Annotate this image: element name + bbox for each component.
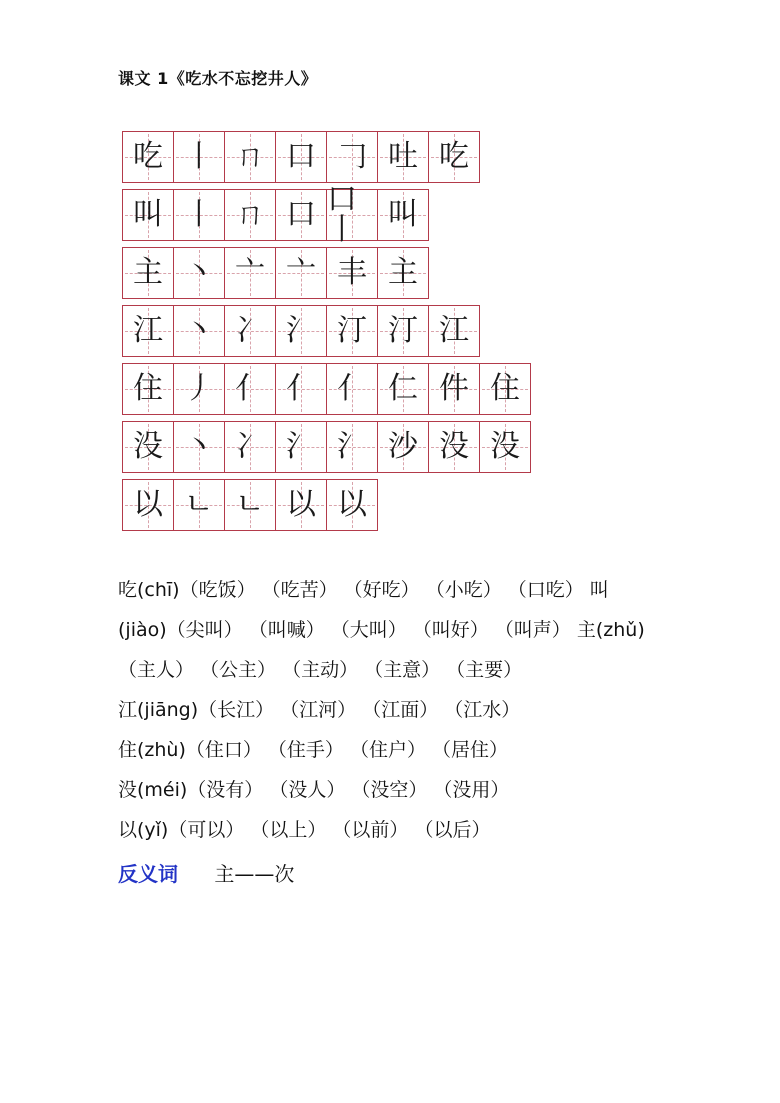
stroke-glyph: ㄇ	[235, 197, 265, 232]
stroke-glyph: ㄴ	[184, 487, 214, 522]
stroke-row	[122, 421, 531, 473]
stroke-glyph: 汀	[388, 313, 418, 348]
stroke-row	[122, 305, 531, 357]
character-cell	[122, 131, 174, 183]
stroke-step-cell	[378, 305, 429, 357]
stroke-glyph: 亠	[235, 255, 265, 290]
stroke-glyph: 丨	[184, 197, 214, 232]
stroke-step-cell	[225, 479, 276, 531]
stroke-step-cell	[276, 363, 327, 415]
lesson-title: 课文 1《吃水不忘挖井人》	[118, 69, 318, 88]
stroke-step-cell	[327, 421, 378, 473]
stroke-glyph: 亻	[235, 371, 265, 406]
stroke-step-cell	[276, 247, 327, 299]
stroke-glyph: 以	[337, 487, 367, 522]
stroke-step-cell	[174, 363, 225, 415]
stroke-row	[122, 363, 531, 415]
stroke-step-cell	[225, 305, 276, 357]
stroke-step-cell	[225, 189, 276, 241]
stroke-glyph: 丶	[184, 255, 214, 290]
stroke-step-cell	[174, 189, 225, 241]
stroke-glyph: 氵	[286, 429, 316, 464]
stroke-step-cell	[378, 131, 429, 183]
stroke-glyph: 没	[490, 429, 520, 464]
stroke-step-cell	[480, 421, 531, 473]
stroke-step-cell	[276, 131, 327, 183]
stroke-row	[122, 182, 531, 247]
character-cell	[122, 247, 174, 299]
stroke-step-cell	[429, 131, 480, 183]
antonym-label: 反义词	[118, 862, 178, 886]
stroke-step-cell	[276, 305, 327, 357]
character-cell	[122, 479, 174, 531]
stroke-glyph: 冫	[235, 313, 265, 348]
antonym-section	[118, 858, 294, 887]
stroke-step-cell	[225, 421, 276, 473]
stroke-step-cell	[174, 305, 225, 357]
stroke-glyph: 住	[490, 371, 520, 406]
stroke-glyph: 江	[439, 313, 469, 348]
stroke-step-cell	[327, 182, 378, 247]
stroke-glyph: 吃	[439, 139, 469, 174]
stroke-step-cell	[225, 363, 276, 415]
stroke-step-cell	[174, 479, 225, 531]
stroke-glyph: 氵	[337, 429, 367, 464]
antonym-pair: 主——次	[214, 862, 295, 886]
stroke-step-cell	[225, 131, 276, 183]
stroke-step-cell	[174, 131, 225, 183]
word-line: 江(jiāng)（长江） （江河） （江面） （江水）	[118, 699, 521, 721]
stroke-glyph: 仁	[388, 371, 418, 406]
stroke-glyph: 亻	[337, 371, 367, 406]
stroke-glyph: 丨	[184, 139, 214, 174]
stroke-row	[122, 479, 531, 531]
stroke-step-cell	[378, 189, 429, 241]
stroke-glyph: 丶	[184, 429, 214, 464]
stroke-step-cell	[327, 131, 378, 183]
stroke-step-cell	[174, 247, 225, 299]
character-cell	[122, 189, 174, 241]
stroke-glyph: 亻	[286, 371, 316, 406]
stroke-glyph: 主	[388, 255, 418, 290]
stroke-glyph: 汀	[337, 313, 367, 348]
stroke-glyph: 亠	[286, 255, 316, 290]
stroke-glyph: 江	[133, 313, 163, 348]
stroke-glyph: 沙	[388, 429, 418, 464]
stroke-glyph: 主	[133, 255, 163, 290]
character-cell	[122, 421, 174, 473]
stroke-glyph: 冫	[235, 429, 265, 464]
stroke-step-cell	[327, 305, 378, 357]
stroke-step-cell	[378, 363, 429, 415]
word-line: (jiào)（尖叫） （叫喊） （大叫） （叫好） （叫声） 主(zhǔ)	[118, 619, 645, 641]
stroke-step-cell	[480, 363, 531, 415]
stroke-glyph: 以	[133, 487, 163, 522]
stroke-row	[122, 247, 531, 299]
stroke-glyph: 吐	[388, 139, 418, 174]
stroke-glyph: 件	[439, 371, 469, 406]
stroke-step-cell	[429, 421, 480, 473]
stroke-row	[122, 131, 531, 183]
stroke-step-cell	[378, 247, 429, 299]
stroke-step-cell	[174, 421, 225, 473]
stroke-step-cell	[327, 479, 378, 531]
stroke-step-cell	[276, 189, 327, 241]
stroke-step-cell	[225, 247, 276, 299]
stroke-step-cell	[429, 305, 480, 357]
stroke-glyph: 𠃌	[337, 139, 367, 174]
stroke-glyph: 吃	[133, 139, 163, 174]
word-line: 没(méi)（没有） （没人） （没空） （没用）	[118, 779, 510, 801]
word-line: 吃(chī)（吃饭） （吃苦） （好吃） （小吃） （口吃） 叫	[118, 579, 609, 601]
word-line: （主人） （公主） （主动） （主意） （主要）	[118, 659, 523, 681]
word-line: 住(zhù)（住口） （住手） （住户） （居住）	[118, 739, 509, 761]
stroke-step-cell	[276, 479, 327, 531]
stroke-glyph: 叫	[133, 197, 163, 232]
word-list	[118, 570, 738, 850]
stroke-glyph: 以	[286, 487, 316, 522]
stroke-step-cell	[378, 421, 429, 473]
stroke-step-cell	[276, 421, 327, 473]
character-cell	[122, 363, 174, 415]
stroke-glyph: 住	[133, 371, 163, 406]
stroke-glyph: 叫	[388, 197, 418, 232]
stroke-glyph: 没	[439, 429, 469, 464]
stroke-glyph: 氵	[286, 313, 316, 348]
stroke-step-cell	[429, 363, 480, 415]
stroke-glyph: 口	[286, 197, 316, 232]
character-cell	[122, 305, 174, 357]
word-line: 以(yǐ)（可以） （以上） （以前） （以后）	[118, 819, 491, 841]
stroke-glyph: 没	[133, 429, 163, 464]
stroke-glyph: 丰	[337, 255, 367, 290]
stroke-glyph: 丶	[184, 313, 214, 348]
stroke-glyph: ㄴ	[235, 487, 265, 522]
stroke-glyph: 丿	[184, 371, 214, 406]
stroke-glyph: ㄇ	[235, 139, 265, 174]
stroke-glyph: 口丨	[327, 182, 357, 247]
stroke-step-cell	[327, 363, 378, 415]
stroke-glyph: 口	[286, 139, 316, 174]
stroke-order-grid	[122, 131, 531, 537]
stroke-step-cell	[327, 247, 378, 299]
